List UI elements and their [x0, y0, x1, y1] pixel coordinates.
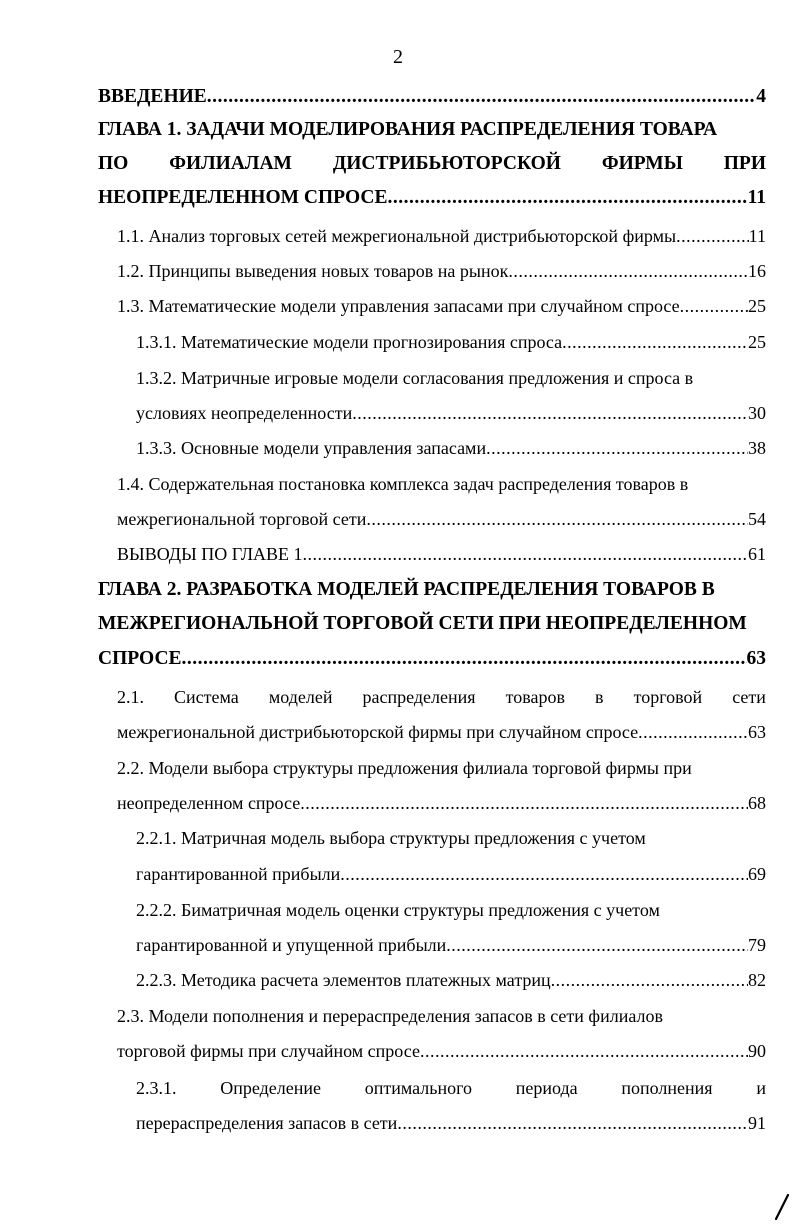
toc-chapter-2-line-3[interactable] — [98, 642, 766, 676]
toc-leader-dots — [676, 219, 749, 253]
toc-leader-dots — [562, 325, 748, 359]
toc-title: 2.2.2. Биматричная модель оценки структуры предложения с учетом — [136, 900, 660, 920]
toc-chapter-2-line-2[interactable] — [98, 607, 766, 641]
toc-chapter-1-line-2[interactable] — [98, 147, 766, 181]
toc-title: 1.3.3. Основные модели управления запасами — [136, 438, 487, 458]
toc-entry-2-2-2-line-2[interactable] — [136, 928, 766, 962]
toc-leader-dots — [551, 963, 748, 997]
toc-title: перераспределения запасов в сети — [136, 1113, 398, 1133]
toc-title: 1.1. Анализ торговых сетей межрегиональной дистрибьюторской фирмы — [117, 226, 677, 246]
toc-page: 61 — [748, 544, 766, 564]
toc-title: ВЫВОДЫ ПО ГЛАВЕ 1 — [117, 544, 303, 564]
toc-word: ПО — [98, 153, 129, 174]
toc-title: неопределенном спросе — [117, 793, 301, 813]
toc-page: 63 — [748, 722, 766, 742]
toc-leader-dots — [486, 431, 748, 465]
toc-word: ФИЛИАЛАМ — [169, 153, 292, 174]
toc-title: ГЛАВА 2. РАЗРАБОТКА МОДЕЛЕЙ РАСПРЕДЕЛЕНИЯ ТОВАРОВ В — [98, 579, 715, 600]
toc-word: 2.1. — [117, 687, 144, 707]
toc-word: товаров — [505, 687, 565, 707]
toc-entry-2-2-line-2[interactable] — [117, 786, 766, 820]
toc-title: гарантированной прибыли — [136, 864, 341, 884]
toc-title: гарантированной и упущенной прибыли — [136, 935, 447, 955]
toc-word: ДИСТРИБЬЮТОРСКОЙ — [332, 153, 561, 174]
toc-entry-2-2-1-line-2[interactable] — [136, 857, 766, 891]
toc-title: 1.3.1. Математические модели прогнозирования спроса — [136, 332, 563, 352]
toc-page: 30 — [748, 403, 766, 423]
toc-page: 4 — [756, 86, 766, 107]
toc-word: распределения — [362, 687, 476, 707]
toc-entry-1-4-line-2[interactable] — [117, 502, 766, 536]
toc-word: Определение — [220, 1078, 321, 1098]
toc-entry-2-2-3[interactable] — [136, 963, 766, 997]
toc-entry-introduction[interactable] — [98, 80, 766, 114]
toc-chapter-1-line-1[interactable] — [98, 113, 766, 147]
toc-word: сети — [732, 687, 766, 707]
toc-word: периода — [515, 1078, 578, 1098]
toc-entry-conclusions-1[interactable] — [117, 537, 766, 571]
toc-entry-1-3-1[interactable] — [136, 325, 766, 359]
toc-word: ФИРМЫ — [601, 153, 683, 174]
toc-entry-1-3[interactable] — [117, 289, 766, 323]
toc-entry-1-2[interactable] — [117, 254, 766, 288]
toc-title: межрегиональной торговой сети — [117, 509, 367, 529]
toc-title: межрегиональной дистрибьюторской фирмы при случайном спросе — [117, 722, 639, 742]
toc-entry-1-1[interactable] — [117, 219, 766, 253]
toc-page: 68 — [748, 793, 766, 813]
toc-chapter-1-line-3[interactable] — [98, 181, 766, 215]
toc-title: ГЛАВА 1. ЗАДАЧИ МОДЕЛИРОВАНИЯ РАСПРЕДЕЛЕНИЯ ТОВАРА — [98, 119, 718, 140]
toc-entry-1-3-2-line-2[interactable] — [136, 396, 766, 430]
toc-word: и — [756, 1078, 766, 1098]
toc-title: 1.3. Математические модели управления запасами при случайном спросе — [117, 296, 680, 316]
toc-page: 54 — [748, 509, 766, 529]
toc-title: 1.4. Содержательная постановка комплекса задач распределения товаров в — [117, 474, 689, 494]
toc-page: 38 — [748, 438, 766, 458]
toc-page: 16 — [748, 261, 766, 281]
toc-leader-dots — [420, 1034, 748, 1068]
toc-word: Система — [174, 687, 239, 707]
toc-page: 25 — [748, 296, 766, 316]
toc-leader-dots — [352, 396, 748, 430]
toc-chapter-2-line-1[interactable] — [98, 573, 766, 607]
toc-leader-dots — [340, 857, 748, 891]
toc-leader-dots — [397, 1106, 748, 1140]
toc-leader-dots — [303, 537, 748, 571]
toc-word: торговой — [633, 687, 703, 707]
toc-leader-dots — [680, 289, 748, 323]
toc-title: условиях неопределенности — [136, 403, 353, 423]
toc-word: пополнения — [621, 1078, 713, 1098]
toc-entry-1-3-2-line-1[interactable] — [136, 361, 766, 395]
toc-leader-dots — [366, 502, 748, 536]
toc-page: 79 — [748, 935, 766, 955]
toc-title: 2.2.3. Методика расчета элементов платежных матриц — [136, 970, 551, 990]
toc-entry-2-2-line-1[interactable] — [117, 751, 766, 785]
toc-leader-dots — [300, 786, 748, 820]
toc-entry-2-1-line-1[interactable] — [117, 680, 766, 714]
toc-word: ПРИ — [723, 153, 766, 174]
toc-entry-2-2-1-line-1[interactable] — [136, 821, 766, 855]
toc-title: торговой фирмы при случайном спросе — [117, 1041, 420, 1061]
toc-entry-2-1-line-2[interactable] — [117, 715, 766, 749]
toc-title: ВВЕДЕНИЕ — [98, 86, 207, 107]
toc-page: 11 — [748, 226, 766, 246]
toc-page: 91 — [748, 1113, 766, 1133]
toc-page: 63 — [746, 648, 766, 669]
toc-entry-1-3-3[interactable] — [136, 431, 766, 465]
toc-title: 1.2. Принципы выведения новых товаров на рынок — [117, 261, 509, 281]
toc-title: СПРОСЕ — [98, 648, 182, 669]
toc-word: 2.3.1. — [136, 1078, 177, 1098]
toc-word: моделей — [268, 687, 333, 707]
toc-entry-2-3-1-line-2[interactable] — [136, 1106, 766, 1140]
toc-leader-dots — [638, 715, 748, 749]
page-number: 2 — [393, 46, 403, 68]
toc-leader-dots — [387, 181, 747, 215]
toc-leader-dots — [182, 642, 747, 676]
toc-entry-1-4-line-1[interactable] — [117, 467, 766, 501]
toc-leader-dots — [508, 254, 748, 288]
toc-title: 2.2.1. Матричная модель выбора структуры предложения с учетом — [136, 828, 646, 848]
toc-word: оптимального — [364, 1078, 473, 1098]
toc-title: 1.3.2. Матричные игровые модели согласования предложения и спроса в — [136, 368, 694, 388]
toc-page: 11 — [747, 187, 766, 208]
toc-page: 69 — [748, 864, 766, 884]
toc-page: 90 — [748, 1041, 766, 1061]
toc-title: МЕЖРЕГИОНАЛЬНОЙ ТОРГОВОЙ СЕТИ ПРИ НЕОПРЕДЕЛЕННОМ — [98, 613, 747, 634]
toc-entry-2-2-2-line-1[interactable] — [136, 893, 766, 927]
toc-word: в — [595, 687, 604, 707]
toc-entry-2-3-1-line-1[interactable] — [136, 1071, 766, 1105]
scan-mark — [770, 1192, 792, 1222]
toc-title: 2.3. Модели пополнения и перераспределения запасов в сети филиалов — [117, 1006, 663, 1026]
toc-title: НЕОПРЕДЕЛЕННОМ СПРОСЕ — [98, 187, 388, 208]
toc-leader-dots — [446, 928, 748, 962]
toc-page: 82 — [748, 970, 766, 990]
toc-entry-2-3-line-1[interactable] — [117, 999, 766, 1033]
toc-entry-2-3-line-2[interactable] — [117, 1034, 766, 1068]
toc-leader-dots — [207, 80, 756, 114]
toc-page: 25 — [748, 332, 766, 352]
toc-title: 2.2. Модели выбора структуры предложения филиала торговой фирмы при — [117, 758, 692, 778]
